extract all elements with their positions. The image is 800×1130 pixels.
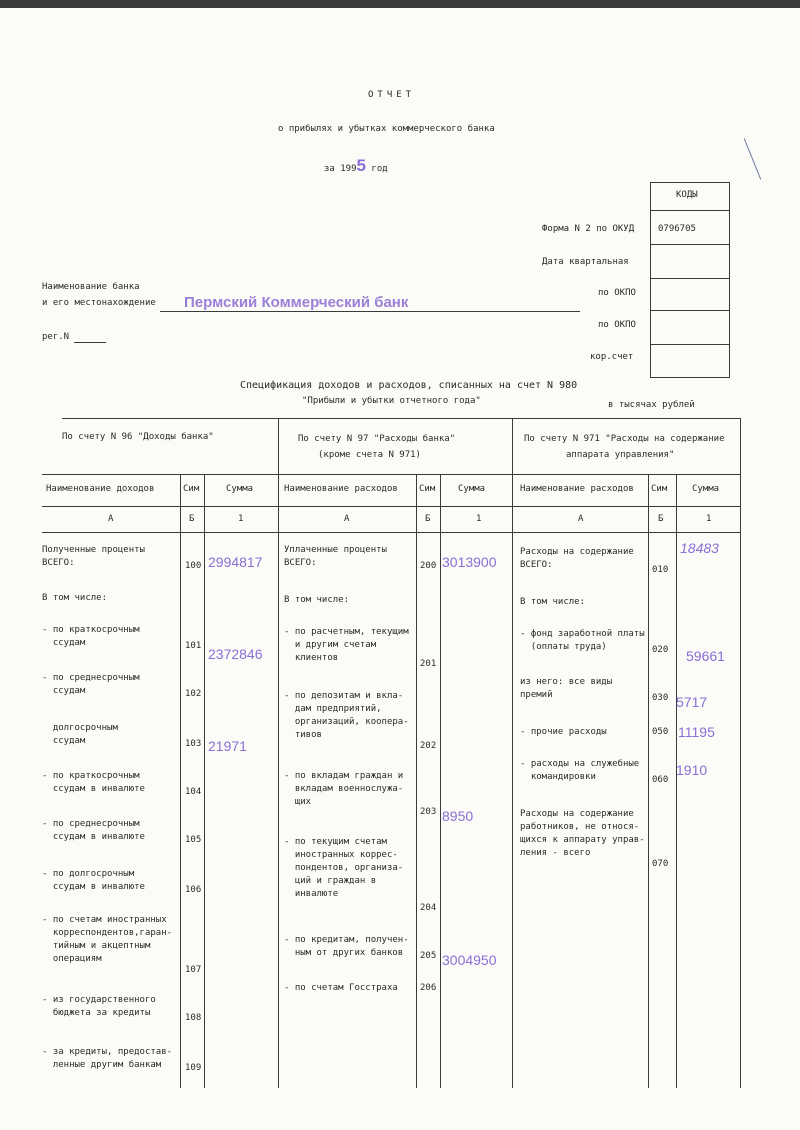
mgmt-code: 050 [652, 727, 669, 737]
col-exp-sum: Сумма [458, 484, 486, 494]
form-code: 0796705 [658, 224, 696, 234]
mgmt-label: - расходы на служебные командировки [520, 759, 640, 782]
mgmt-label: - прочие расходы [520, 727, 607, 737]
scan-top-edge [0, 0, 800, 8]
expense-code: 203 [420, 807, 437, 817]
income-code: 107 [185, 965, 202, 975]
mgmt-label: В том числе: [520, 597, 586, 607]
income-code: 103 [185, 739, 202, 749]
spec-line-2: "Прибыли и убытки отчетного года" [302, 396, 481, 406]
income-code: 102 [185, 689, 202, 699]
year-suffix: год [371, 164, 388, 174]
mgmt-sum: 18483 [680, 540, 719, 556]
income-label: - по счетам иностранных корреспондентов,гаран- тийным и акцептным операциям [42, 915, 173, 964]
pen-mark [744, 138, 761, 179]
income-code: 106 [185, 885, 202, 895]
form-label: Форма N 2 по ОКУД [542, 224, 635, 234]
expense-code: 201 [420, 659, 437, 669]
okpo-label-1: по ОКПО [598, 288, 636, 298]
expense-label: - по расчетным, текущим и другим счетам клиентов [284, 627, 409, 663]
report-year [324, 156, 388, 176]
col-letter-6: 1 [476, 514, 482, 524]
income-label: - за кредиты, предостав- ленные другим банкам [42, 1047, 173, 1070]
col-mgmt-code: Сим [651, 484, 668, 494]
expense-label: Уплаченные проценты ВСЕГО: [284, 545, 387, 568]
reg-label: рег.N [42, 332, 70, 342]
report-title: ОТЧЕТ [368, 90, 416, 100]
codes-box [650, 182, 730, 378]
expense-code: 200 [420, 561, 437, 571]
report-subtitle: о прибылях и убытках коммерческого банка [278, 124, 495, 134]
income-label: - по краткосрочным ссудам [42, 625, 140, 648]
table-divider-1 [278, 418, 279, 1088]
okpo-label-2: по ОКПО [598, 320, 636, 330]
mgmt-code: 010 [652, 565, 669, 575]
col-letter-8: Б [658, 514, 664, 524]
mgmt-code: 020 [652, 645, 669, 655]
expense-sum: 3013900 [442, 554, 497, 570]
mgmt-label: Расходы на содержание работников, не относя- щихся к аппарату управ- ления - всего [520, 809, 645, 858]
expense-label: - по текущим счетам иностранных коррес- пондентов, организа- ций и граждан в инвалюте [284, 837, 404, 899]
date-label: Дата квартальная [542, 257, 629, 267]
expense-label: - по вкладам граждан и вкладам военнослужа- щих [284, 771, 404, 807]
income-code: 108 [185, 1013, 202, 1023]
expense-code: 202 [420, 741, 437, 751]
expense-sum: 8950 [442, 808, 474, 824]
section-expenses-2: (кроме счета N 971) [318, 450, 421, 460]
year-prefix: за 199 [324, 164, 357, 174]
spec-line-1: Спецификация доходов и расходов, списанных на счет N 980 [240, 380, 578, 391]
section-mgmt-1: По счету N 971 "Расходы на содержание [524, 434, 725, 444]
table-divider-2 [512, 418, 513, 1088]
col-letter-2: Б [189, 514, 195, 524]
col-exp-code: Сим [419, 484, 436, 494]
mgmt-label: Расходы на содержание ВСЕГО: [520, 547, 634, 570]
income-code: 101 [185, 641, 202, 651]
col-income-name: Наименование доходов [46, 484, 155, 494]
expense-label: - по депозитам и вкла- дам предприятий, организаций, коопера- тивов [284, 691, 409, 740]
col-exp-name: Наименование расходов [284, 484, 398, 494]
income-label: - по среднесрочным ссудам в инвалюте [42, 819, 145, 842]
bank-name-label-1: Наименование банка [42, 282, 140, 292]
income-sum: 2372846 [208, 646, 263, 662]
expense-label: В том числе: [284, 595, 350, 605]
income-label: В том числе: [42, 593, 108, 603]
mgmt-code: 060 [652, 775, 669, 785]
income-label: - по долгосрочным ссудам в инвалюте [42, 869, 145, 892]
section-mgmt-2: аппарата управления" [566, 450, 675, 460]
col-income-sum: Сумма [226, 484, 254, 494]
units-label: в тысячах рублей [608, 400, 695, 410]
col-letter-7: А [578, 514, 584, 524]
mgmt-sum: 5717 [676, 694, 708, 710]
income-label: - из государственного бюджета за кредиты [42, 995, 156, 1018]
income-sum: 21971 [208, 738, 247, 754]
section-income: По счету N 96 "Доходы банка" [62, 432, 214, 442]
income-code: 104 [185, 787, 202, 797]
income-code: 105 [185, 835, 202, 845]
col-income-code: Сим [183, 484, 200, 494]
mgmt-label: из него: все виды премий [520, 677, 613, 700]
section-expenses-1: По счету N 97 "Расходы банка" [298, 434, 456, 444]
mgmt-sum: 11195 [678, 724, 715, 740]
expense-label: - по кредитам, получен- ным от других банков [284, 935, 409, 958]
mgmt-sum: 59661 [686, 648, 725, 664]
col-letter-5: Б [425, 514, 431, 524]
income-sum: 2994817 [208, 554, 263, 570]
income-label: долгосрочным ссудам [52, 723, 118, 746]
mgmt-label: - фонд заработной платы (оплаты труда) [520, 629, 645, 652]
col-letter-3: 1 [238, 514, 244, 524]
mgmt-code: 070 [652, 859, 669, 869]
col-letter-1: А [108, 514, 114, 524]
col-letter-4: А [344, 514, 350, 524]
income-label: - по краткосрочным ссудам в инвалюте [42, 771, 145, 794]
expense-code: 205 [420, 951, 437, 961]
codes-header: КОДЫ [676, 190, 698, 200]
table-right-edge [740, 418, 741, 1088]
bank-name-label-2: и его местонахождение [42, 298, 156, 308]
korschet-label: кор.счет [590, 352, 634, 362]
expense-code: 206 [420, 983, 437, 993]
mgmt-code: 030 [652, 693, 669, 703]
col-letter-9: 1 [706, 514, 712, 524]
mgmt-sum: 1910 [676, 762, 708, 778]
col-mgmt-sum: Сумма [692, 484, 720, 494]
col-mgmt-name: Наименование расходов [520, 484, 634, 494]
income-label: - по среднесрочным ссудам [42, 673, 140, 696]
expense-label: - по счетам Госстраха [284, 983, 398, 993]
income-label: Полученные проценты ВСЕГО: [42, 545, 145, 568]
year-digit: 5 [356, 156, 366, 175]
expense-code: 204 [420, 903, 437, 913]
income-code: 100 [185, 561, 202, 571]
expense-sum: 3004950 [442, 952, 497, 968]
bank-name-value: Пермский Коммерческий банк [184, 294, 409, 311]
income-code: 109 [185, 1063, 202, 1073]
